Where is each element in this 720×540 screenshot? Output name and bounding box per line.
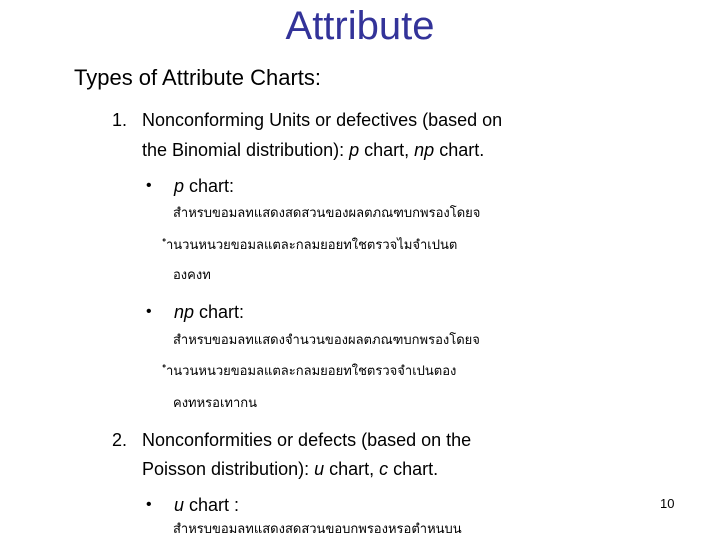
thai-description-line: ำนวนหนวยขอมลแตละกลมยอยทใชตรวจไมจำเปนต [166, 238, 458, 253]
item-text: the Binomial distribution): [142, 140, 350, 160]
item-number: 2. [112, 430, 128, 450]
chart-symbol: p [174, 176, 185, 196]
thai-description-line: ำนวนหนวยขอมลแตละกลมยอยทใชตรวจจำเปนตอง [166, 364, 457, 379]
slide-title: Attribute [285, 4, 435, 48]
numbered-item-2-line-2 [142, 456, 438, 482]
page-number: 10 [660, 496, 675, 511]
numbered-item-1-line-2 [142, 137, 484, 163]
item-text: chart. [388, 459, 439, 479]
item-number: 1. [112, 110, 128, 130]
item-text: chart, [359, 140, 415, 160]
thai-description-line: สำหรบขอมลทแสดงสดสวนของผลตภณฑบกพรองโดยจ [173, 206, 481, 221]
item-line-1: Nonconforming Units or defectives (based on [142, 110, 503, 130]
chart-symbol: u [174, 495, 185, 515]
bullet-label: chart: [184, 176, 235, 196]
bullet-dot: • [146, 177, 152, 194]
bullet-dot: • [146, 303, 152, 320]
chart-symbol: np [174, 302, 195, 322]
chart-symbol: np [414, 140, 435, 160]
chart-symbol: u [314, 459, 325, 479]
bullet-dot: • [146, 496, 152, 513]
bullet-label: chart : [184, 495, 240, 515]
slide-subtitle: Types of Attribute Charts: [74, 65, 322, 90]
chart-symbol: p [349, 140, 360, 160]
item-line-1: Nonconformities or defects (based on the [142, 430, 472, 450]
thai-description-line: สำหรบขอมลทแสดงสดสวนขอบกพรองหรอตำหนบน [173, 522, 462, 537]
thai-description-line: สำหรบขอมลทแสดงจำนวนของผลตภณฑบกพรองโดยจ [173, 333, 480, 348]
chart-symbol: c [379, 459, 389, 479]
thai-description-line: องคงท [173, 268, 211, 283]
item-text: chart. [434, 140, 485, 160]
bullet-label: chart: [194, 302, 245, 322]
item-text: Poisson distribution): [142, 459, 315, 479]
thai-description-line: คงทหรอเทากน [173, 396, 258, 411]
item-text: chart, [324, 459, 380, 479]
